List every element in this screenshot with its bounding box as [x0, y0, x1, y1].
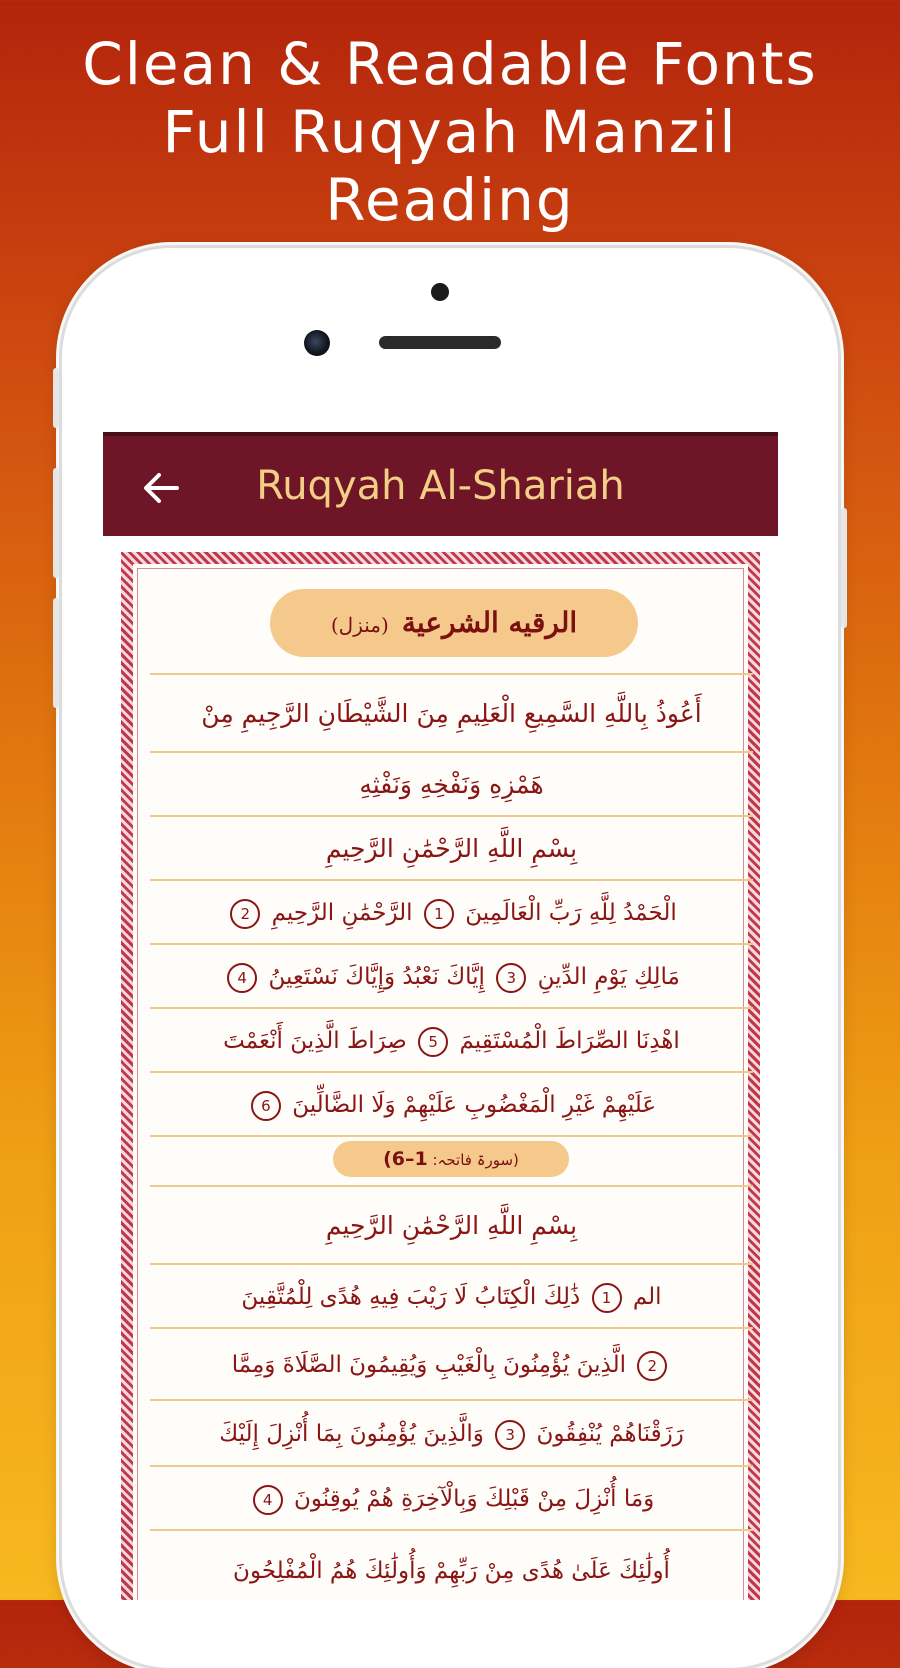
line-text: بِسْمِ اللَّهِ الرَّحْمَٰنِ الرَّحِيمِ	[325, 1211, 578, 1240]
arrow-left-icon	[139, 466, 183, 510]
app-title: Ruqyah Al-Shariah	[256, 463, 625, 509]
text-line	[150, 879, 753, 943]
phone-volume-up	[53, 468, 59, 578]
decorative-border	[121, 552, 760, 1600]
text-line	[150, 1529, 753, 1600]
ayah-number-icon: 4	[227, 963, 257, 993]
app-bar	[103, 432, 778, 536]
phone-power-button	[841, 508, 847, 628]
line-text: بِسْمِ اللَّهِ الرَّحْمَٰنِ الرَّحِيمِ	[325, 834, 578, 863]
reading-content[interactable]	[103, 536, 778, 1600]
text-line	[150, 1185, 753, 1263]
line-text: إِيَّاكَ نَعْبُدُ وَإِيَّاكَ نَسْتَعِينُ	[268, 964, 485, 990]
text-line	[150, 1327, 753, 1399]
line-text: مَالِكِ يَوْمِ الدِّينِ	[537, 964, 680, 990]
line-text: وَالَّذِينَ يُؤْمِنُونَ بِمَا أُنْزِلَ إِلَيْكَ	[219, 1421, 484, 1447]
promo-headline	[0, 30, 900, 234]
ayah-number-icon: 5	[418, 1027, 448, 1057]
text-line	[150, 673, 753, 751]
heading-sub: (منزل)	[330, 613, 389, 637]
line-text: الرَّحْمَٰنِ الرَّحِيمِ	[271, 900, 413, 926]
line-text: الْحَمْدُ لِلَّهِ رَبِّ الْعَالَمِينَ	[465, 900, 677, 926]
reference-label: (سورۃ فاتحہ:	[432, 1151, 519, 1169]
surah-heading	[270, 589, 638, 657]
proximity-sensor	[431, 283, 449, 301]
text-line	[150, 1263, 753, 1327]
text-line	[150, 1071, 753, 1135]
back-button[interactable]	[139, 466, 183, 510]
promo-line-2: Full Ruqyah Manzil	[162, 98, 738, 166]
ayah-number-icon: 3	[496, 963, 526, 993]
text-line	[150, 943, 753, 1007]
text-line	[150, 1399, 753, 1465]
line-text: وَبِالْآخِرَةِ هُمْ يُوقِنُونَ	[294, 1486, 478, 1512]
line-text: أُولَٰئِكَ عَلَىٰ هُدًى مِنْ رَبِّهِمْ وَأُولَٰئِكَ هُمُ الْمُفْلِحُونَ	[233, 1558, 670, 1584]
ayah-number-icon: 3	[495, 1420, 525, 1450]
text-line	[150, 815, 753, 879]
line-text: صِرَاطَ الَّذِينَ أَنْعَمْتَ	[223, 1028, 407, 1054]
front-camera	[304, 330, 330, 356]
line-text: الم	[632, 1284, 662, 1310]
line-text: وَمَا أُنْزِلَ مِنْ قَبْلِكَ	[484, 1486, 655, 1512]
ayah-number-icon: 1	[592, 1283, 622, 1313]
ayah-number-icon: 4	[253, 1485, 283, 1515]
ayah-number-icon: 1	[424, 899, 454, 929]
ayah-number-icon: 2	[230, 899, 260, 929]
heading-main: الرقیه الشرعیة	[401, 606, 578, 639]
line-text: هَمْزِهِ وَنَفْخِهِ وَنَفْثِهِ	[359, 770, 544, 799]
promo-line-1: Clean & Readable Fonts	[82, 30, 818, 98]
surah-reference-badge	[333, 1141, 569, 1177]
phone-volume-down	[53, 598, 59, 708]
ayah-number-icon: 2	[637, 1351, 667, 1381]
text-line	[150, 1465, 753, 1529]
reference-range: 1–6)	[383, 1148, 428, 1170]
text-line	[150, 1007, 753, 1071]
text-line	[150, 751, 753, 815]
earpiece-speaker	[379, 336, 501, 349]
ayah-number-icon: 6	[251, 1091, 281, 1121]
phone-screen	[103, 432, 778, 1600]
line-text: رَزَقْنَاهُمْ يُنْفِقُونَ	[536, 1421, 684, 1447]
line-text: ذَٰلِكَ الْكِتَابُ لَا رَيْبَ فِيهِ هُدًى لِلْمُتَّقِينَ	[241, 1284, 581, 1310]
promo-line-3: Reading	[325, 166, 575, 234]
phone-mute-switch	[53, 368, 59, 428]
line-text: اهْدِنَا الصِّرَاطَ الْمُسْتَقِيمَ	[459, 1028, 680, 1054]
line-text: الَّذِينَ يُؤْمِنُونَ بِالْغَيْبِ وَيُقِيمُونَ الصَّلَاةَ وَمِمَّا	[231, 1352, 626, 1378]
line-text: أَعُوذُ بِاللَّهِ السَّمِيعِ الْعَلِيمِ مِنَ الشَّيْطَانِ الرَّجِيمِ مِنْ	[201, 699, 702, 728]
page-area	[137, 568, 744, 1600]
line-text: عَلَيْهِمْ غَيْرِ الْمَغْضُوبِ عَلَيْهِمْ وَلَا الضَّالِّينَ	[292, 1092, 657, 1118]
